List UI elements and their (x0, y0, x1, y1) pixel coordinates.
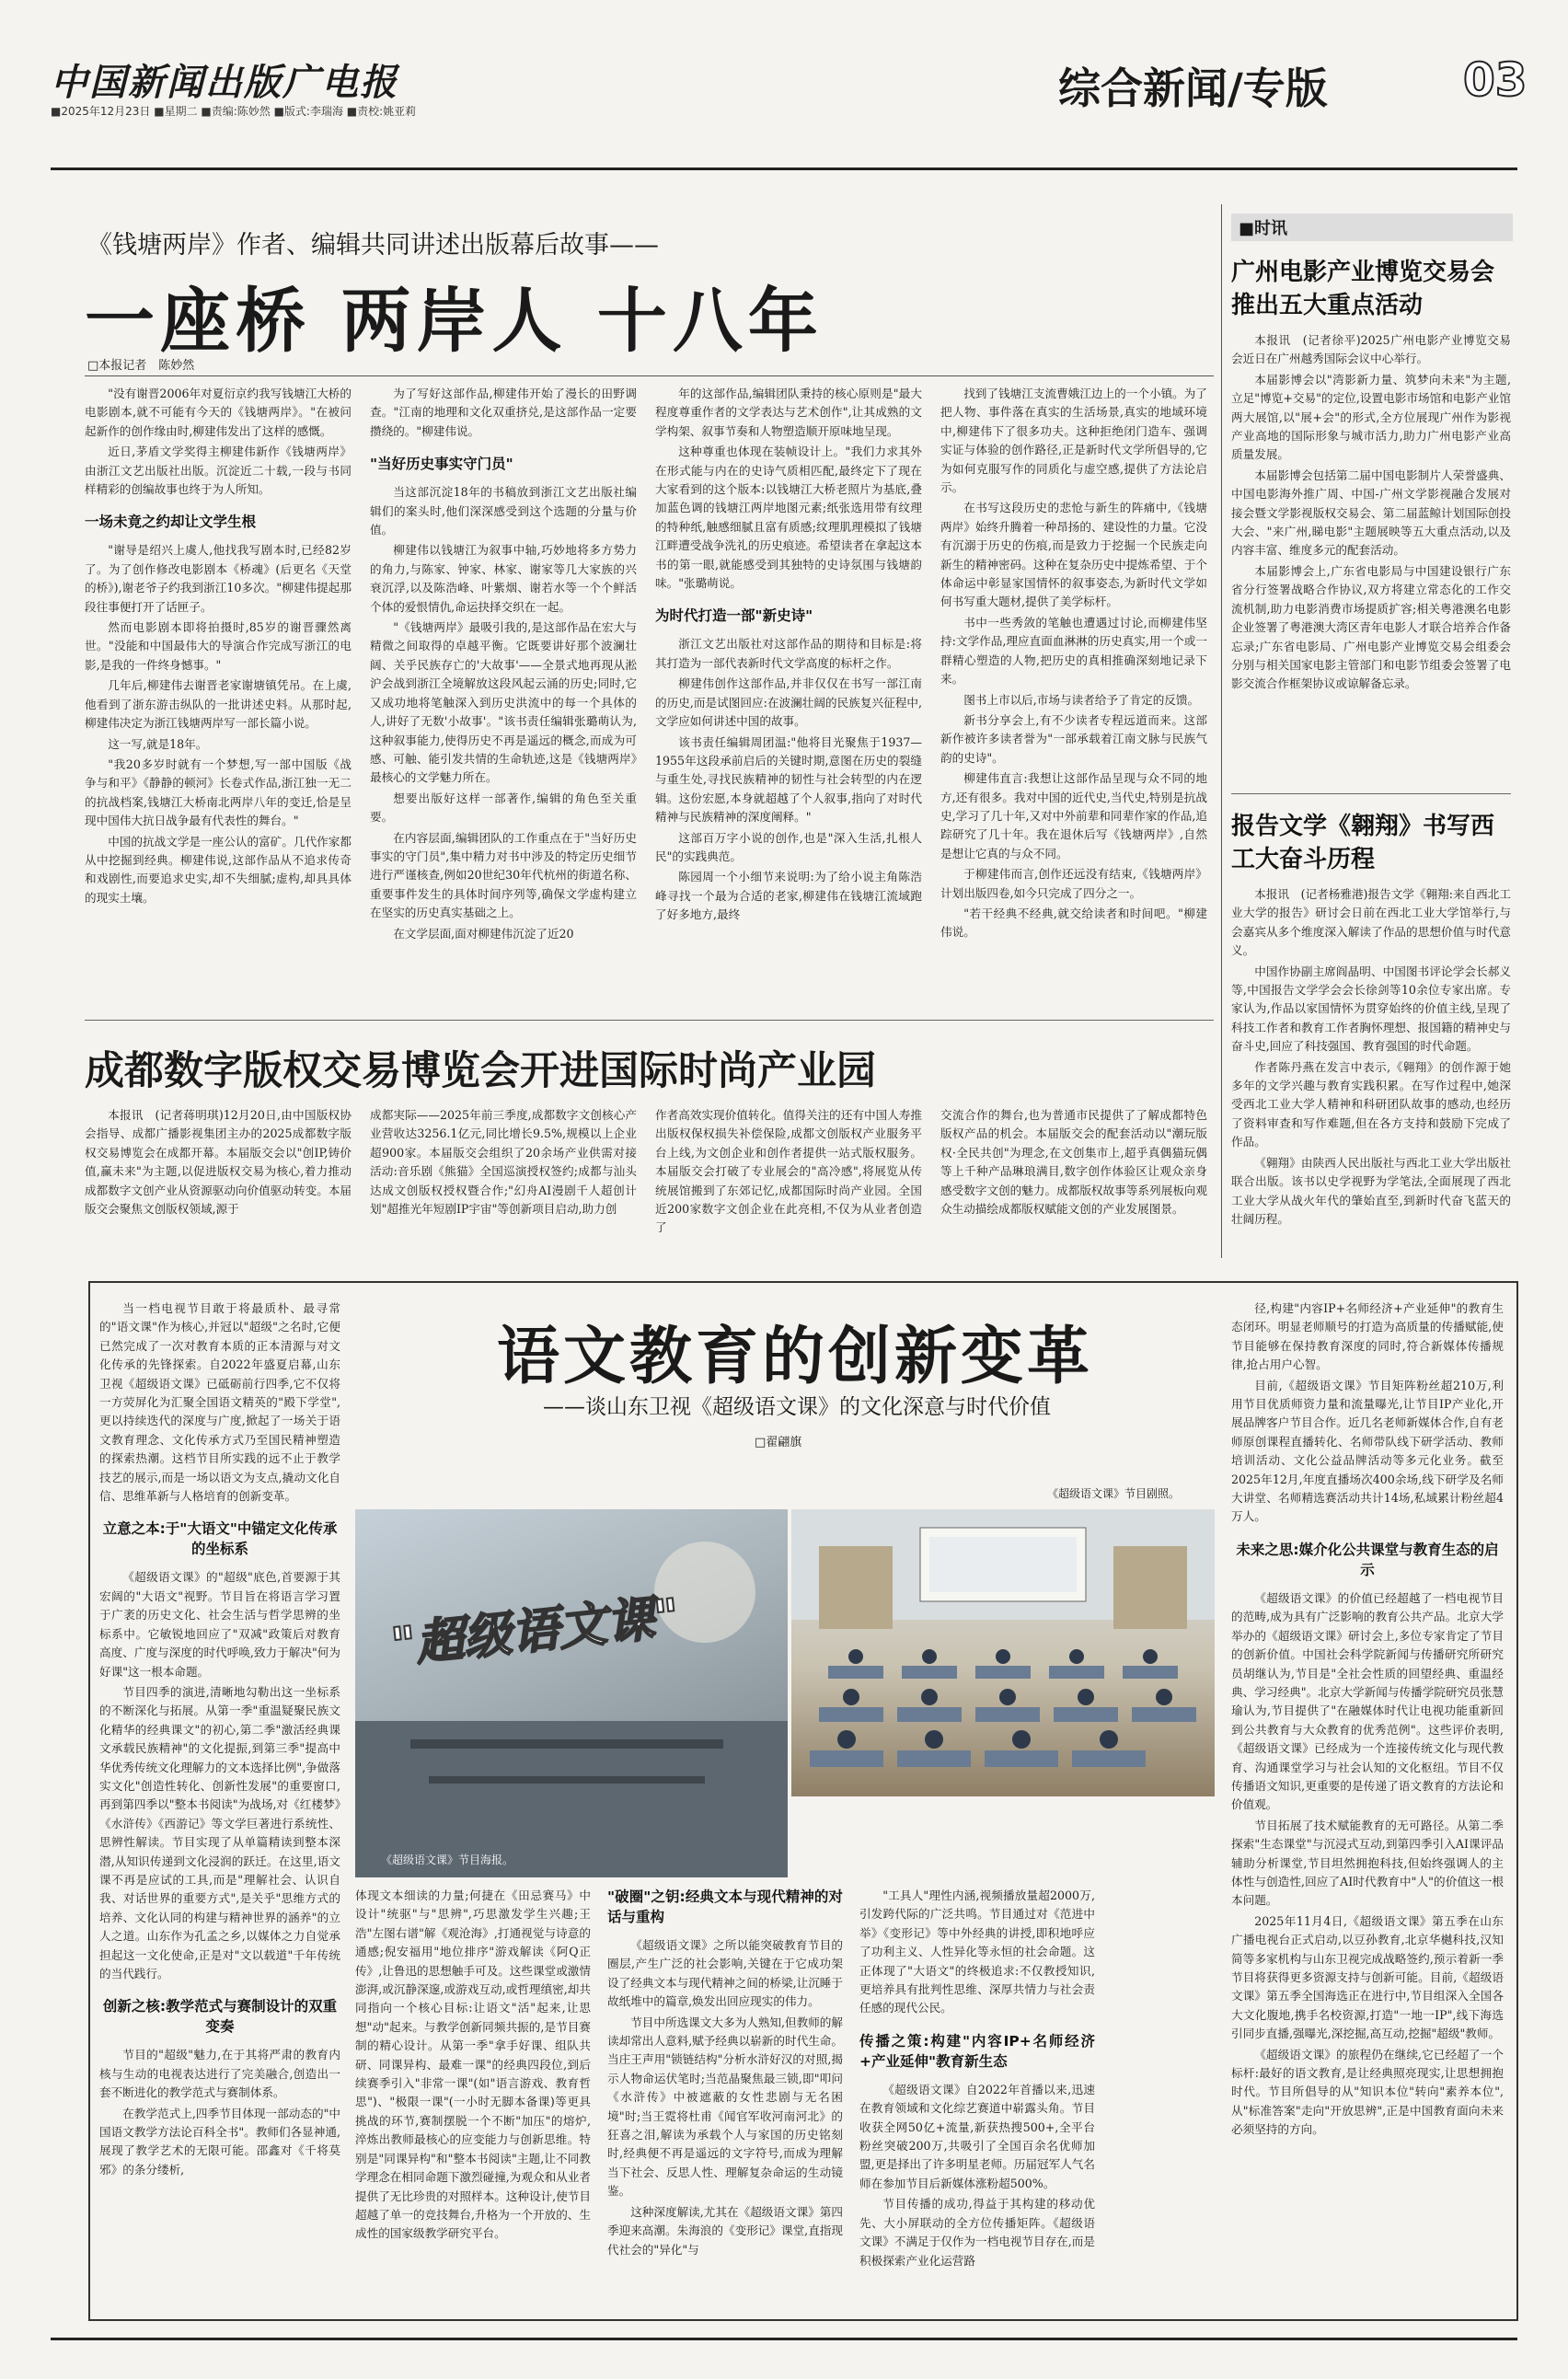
paragraph: 作者陈丹燕在发言中表示,《翱翔》的创作源于她多年的文学兴趣与教育实践积累。在写作过程中,她深受西北工业大学人精神和科研团队故事的感动,也经历了资料审查和写作难题,但在各方支持和鼓励下完成了作品。 (1231, 1059, 1511, 1149)
program-poster (355, 1509, 788, 1877)
paper-name: 中国新闻出版广电报 (51, 61, 398, 104)
paragraph: 中国的抗战文学是一座公认的富矿。几代作家都从中挖掘到经典。柳建伟说,这部作品从不追求传奇和戏剧性,而要追求史实,却不失细腻;虚构,却具具体的现实土壤。 (85, 834, 352, 905)
article1-column-2 (370, 385, 637, 1012)
footer-rule (51, 2338, 1517, 2340)
sidebar-item-1-body (1231, 331, 1511, 787)
article2-headline: 成都数字版权交易博览会开进国际时尚产业园 (85, 1048, 876, 1094)
paragraph: 在内容层面,编辑团队的工作重点在于"当好历史事实的守门员",集中精力对书中涉及的特定历史细节进行严谨核查,例如20世纪30年代杭州的街道名称、重要事件发生的具体时间序列等,确保文学虚构建立在坚实的历史真实基础之上。 (370, 830, 637, 920)
article2-column-4: 交流合作的舞台,也为普通市民提供了了解成都特色版权产品的机会。本届版交会的配套活动以"潮玩版权·全民共创"为理念,在文创集市上,超乎真偶猫玩偶等上千种产品琳琅满目,数字创作体验区让观众亲身感受数字文创的魅力。成都版权故事等系列展板向观众生动描绘成都版权赋能文创的产业发展图景。 (940, 1108, 1207, 1217)
paragraph: 节目的"超级"魅力,在于其将严肃的教育内核与生动的电视表达进行了完美融合,创造出一套不断进化的教学范式与赛制体系。 (99, 2048, 340, 2100)
article2-column-3: 作者高效实现价值转化。值得关注的还有中国人寿推出版权保权损失补偿保险,成都文创版权产业服务平台上线,为文创企业和创作者提供一站式版权服务。本届版交会打破了专业展会的"高冷感",将展览从传统展馆搬到了东郊记忆,成都国际时尚产业园。全国近200家数字文创企业在此亮相,不仅为从业者创造了 (655, 1108, 922, 1235)
paragraph: 中国作协副主席阎晶明、中国图书评论学会长郝义等,中国报告文学学会会长徐剑等10余位专家出席。专家认为,作品以家国情怀为贯穿始终的价值主线,呈现了科技工作者和教育工作者胸怀理想、报国籍的精神史与奋斗史,回应了科技强国、教育强国的时代命题。 (1231, 964, 1511, 1054)
masthead-rule (51, 167, 1517, 170)
sidebar-item-1-title: 广州电影产业博览交易会推出五大重点活动 (1231, 259, 1495, 319)
paragraph: 径,构建"内容IP+名师经济+产业延伸"的教育生态闭环。明显老师顺号的打造为高质量的传播赋能,使节目能够在保持教育深度的同时,符合新媒体传播规律,抢占用户心智。 (1231, 1301, 1504, 1372)
paragraph: 于柳建伟而言,创作还远没有结束,《钱塘两岸》计划出版四卷,如今只完成了四分之一。 (940, 867, 1207, 900)
paragraph: 在文学层面,面对柳建伟沉淀了近20 (393, 926, 574, 941)
paragraph: 《超级语文课》的"超级"底色,首要源于其宏阔的"大语文"视野。节目旨在将语言学习置于广袤的历史文化、社会生活与哲学思辨的坐标系中。它敏锐地回应了"双减"政策后对教育高度、广度与深度的时代呼唤,致力于解决"何为好课"这一根本命题。 (99, 1570, 340, 1679)
section-title: 综合新闻/专版 (1058, 64, 1328, 113)
article2-top-rule (85, 1020, 1214, 1021)
paragraph: 目前,《超级语文课》节目矩阵粉丝超210万,利用节目优质师资力量和流量曝光,让节目IP产业化,开展品牌客户节目合作。近几名老师新媒体合作,自有老师原创课程直播转化、名师带队线下研学活动、教师培训活动、文化公益品牌活动等多元化业务。截至2025年12月,年度直播场次400余场,线下研学及名师大讲堂、名师精选赛活动共计14场,私域累计粉丝超4万人。 (1231, 1378, 1504, 1524)
page-number: 03 (1463, 53, 1528, 107)
sidebar-divider (1221, 204, 1222, 1258)
paragraph: 这种尊重也体现在装帧设计上。"我们力求其外在形式能与内在的史诗气质相匹配,最终定下了现在大家看到的这个版本:以钱塘江大桥老照片为基底,叠加蓝色调的钱塘江两岸地图元素;纸张选用带有纹理的特种纸,触感细腻且富有质感;纹理肌理模拟了钱塘江畔遭受战争洗礼的历史痕迹。希望读者在拿起这本书的第一眼,就能感受到其独特的史诗氛围与钱塘韵味。"张璐萌说。 (655, 445, 922, 591)
paragraph: 柳建伟直言:我想让这部作品呈现与众不同的地方,还有很多。我对中国的近代史,当代史,特别是抗战史,学习了几十年,又对中外前辈和同辈作家的作品,追踪研究了几十年。我在退休后写《钱塘两岸》,自然是想让它真的与众不同。 (940, 771, 1207, 860)
subhead: 传播之策:构建"内容IP+名师经济+产业延伸"教育新生态 (859, 2032, 1095, 2070)
paragraph: 《超级语文课》的价值已经超越了一档电视节目的范畴,成为具有广泛影响的教育公共产品。北京大学举办的《超级语文课》研讨会上,多位专家肯定了节目的创新价值。中国社会科学院新闻与传播研究所研究员胡继认为,节目是"全社会性质的回望经典、重温经典、学习经典"。北京大学新闻与传播学院研究员张慧瑜认为,节目提供了"在融媒体时代让电视功能重新回到公共教育与大众教育的优秀范例"。这些评价表明,《超级语文课》已经成为一个连接传统文化与现代教育、沟通课堂学习与社会认知的文化枢纽。节目不仅传播语文知识,更重要的是传递了语文教育的方法论和价值观。 (1231, 1590, 1504, 1812)
article1-column-3 (655, 385, 922, 1012)
paragraph: 本报讯 (记者徐平)2025广州电影产业博览交易会近日在广州越秀国际会议中心举行。 (1231, 333, 1511, 366)
subhead: 为时代打造一部"新史诗" (655, 607, 813, 625)
subhead: 立意之本:于"大语文"中锚定文化传承的坐标系 (102, 1520, 338, 1558)
subhead: "当好历史事实守门员" (370, 456, 513, 473)
sidebar-label: ■时讯 (1231, 214, 1513, 241)
subhead: 一场未竟之约却让文学生根 (85, 514, 257, 531)
paragraph: 找到了钱塘江支流曹娥江边上的一个小镇。为了把人物、事件落在真实的生活场景,真实的地域环境中,柳建伟下了很多功夫。这种拒绝闭门造车、强调实证与体验的创作路径,正是新时代文学所倡导的,它为如何克服写作的同质化与虚空感,提供了方法论启示。 (940, 387, 1207, 495)
paragraph: "《钱塘两岸》最吸引我的,是这部作品在宏大与精微之间取得的卓越平衡。它既要讲好那个波澜壮阔、关乎民族存亡的'大故事'——全景式地再现从淞沪会战到浙江全境解放这段风起云涌的历史;同时,它又成功地将笔触深入到历史洪流中的每一个具体的人,讲好了无数'小故事'。"该书责任编辑张璐萌认为,这种叙事能力,使得历史不再是遥远的概念,而成为可感、可触、能引发共情的生命轨迹,这是《钱塘两岸》最核心的文学魅力所在。 (370, 620, 637, 785)
masthead (51, 48, 1528, 135)
paragraph: 节目四季的演进,清晰地勾勒出这一坐标系的不断深化与拓展。从第一季"重温疑聚民族文化精华的经典课文"的初心,第二季"激活经典课文承载民族精神"的文化提振,到第三季"提高中华优秀传统文化理解力的文本选择比例",争做落实文化"创造性转化、创新性发展"的重要窗口,再到第四季以"整本书阅读"为战场,对《红楼梦》《水浒传》《西游记》等文学巨著进行系统性、思辨性解读。节目实现了从单篇精读到整本深潜,从知识传递到文化浸润的跃迁。在这里,语文课不再是应试的工具,而是"理解社会、认识自我、对话世界的重要方式",是关乎"思维方式的培养、文化认同的构建与精神世界的涵养"的立人之道。山东作为孔孟之乡,以媒体之力自觉承担起这一文化使命,正是对"文以载道"千年传统的当代践行。 (99, 1684, 340, 1981)
program-still-caption: 《超级语文课》节目剧照。 (1047, 1487, 1181, 1500)
paragraph: 当一档电视节目敢于将最质朴、最寻常的"语文课"作为核心,并冠以"超级"之名时,它便已然完成了一次对教育本质的正本清源与对文化传承的先锋探索。自2022年盛夏启幕,山东卫视《超级语文课》已砥砺前行四季,它不仅将一方荧屏化为汇聚全国语文精英的"殿下学堂",更以持续迭代的深度与广度,掀起了一场关于语文教育理念、文化传承方式乃至国民精神塑造的探索热潮。这档节目所实践的远不止于教学技艺的展示,而是一场以语文为支点,撬动文化自信、思维革新与人格培育的创新变革。 (99, 1301, 340, 1504)
paragraph: 《翱翔》由陕西人民出版社与西北工业大学出版社联合出版。该书以史学视野为学笔法,全面展现了西北工业大学从战火年代的肇始直至,到新时代奋飞蓝天的壮阔历程。 (1231, 1155, 1511, 1226)
paragraph: 柳建伟以钱塘江为叙事中轴,巧妙地将多方势力的角力,与陈家、钟家、林家、谢家等几大家族的兴衰沉浮,以及陈浩峰、叶紫烟、谢若水等一个个鲜活个体的爱恨情仇,命运抉择交织在一起。 (370, 543, 637, 614)
paragraph: "没有谢晋2006年对夏衍京约我写钱塘江大桥的电影剧本,就不可能有今天的《钱塘两岸》。"在被问起新作的创作缘由时,柳建伟发出了这样的感慨。 (85, 387, 352, 438)
paragraph: 柳建伟创作这部作品,并非仅仅在书写一部江南的历史,而是试图回应:在波澜壮阔的民族复兴征程中,文学应如何讲述中国的故事。 (655, 676, 922, 729)
paragraph: 近日,茅盾文学奖得主柳建伟新作《钱塘两岸》由浙江文艺出版社出版。沉淀近二十载,一段与书同样精彩的创编故事也终于为人所知。 (85, 445, 352, 497)
article-byline: □本报记者 陈妙然 (87, 359, 195, 373)
poster-caption: 《超级语文课》节目海报。 (381, 1854, 514, 1866)
article1-column-4 (940, 385, 1207, 1012)
paragraph: 在教学范式上,四季节目体现一部动态的"中国语文教学方法论百科全书"。教师们各显神通,展现了教学艺术的无限可能。邵鑫对《千将莫邪》的条分缕析, (99, 2106, 340, 2177)
feature-column-d (859, 1887, 1095, 2312)
byline-rule (85, 375, 1214, 376)
paragraph: 浙江文艺出版社对这部作品的期待和目标是:将其打造为一部代表新时代文学高度的标杆之作。 (655, 637, 922, 670)
paragraph: 这一写,就是18年。 (108, 736, 208, 751)
paragraph: 新书分享会上,有不少读者专程远道而来。这部新作被许多读者誉为"一部承载着江南文脉与民族气韵的史诗"。 (940, 712, 1207, 765)
sidebar-rule (1231, 793, 1511, 794)
feature-headline: 语文教育的创新变革 (497, 1320, 1094, 1393)
paragraph: 年的这部作品,编辑团队秉持的核心原则是"最大程度尊重作者的文学表达与艺术创作",让其成熟的文学构架、叙事节奏和人物塑造顺开原味地呈现。 (655, 387, 922, 438)
paragraph: 书中一些秀敛的笔触也遭遇过讨论,而柳建伟坚持:文学作品,理应直面血淋淋的历史真实,用一个或一群精心塑造的人物,把历史的真相推确深刻地记录下来。 (940, 615, 1207, 687)
article-headline: 一座桥 两岸人 十八年 (85, 280, 824, 362)
subhead: 创新之核:教学范式与赛制设计的双重变奏 (102, 1998, 338, 2036)
paragraph: 本届影博会上,广东省电影局与中国建设银行广东省分行签署战略合作协议,双方将建立常态化的工作交流机制,助力电影消费市场提质扩容;相关粤港澳名电影企业签署了粤港澳大湾区青年电影人才联合培养合作备忘录;广东省电影局、广州电影产业博览交易会组委会分别与相关国家电影主管部门和电影节组委会签署了电影交流合作框架协议或谅解备忘录。 (1231, 563, 1511, 691)
date-line: ■2025年12月23日 ■星期二 ■责编:陈妙然 ■版式:李瑞海 ■责校:姚亚莉 (51, 105, 417, 118)
paragraph: 当这部沉淀18年的书稿放到浙江文艺出版社编辑们的案头时,他们深深感受到这个选题的分量与价值。 (370, 485, 637, 537)
paragraph: 《超级语文课》自2022年首播以来,迅速在教育领域和文化综艺赛道中崭露头角。节目收获全网50亿+流量,新获热搜500+,全平台粉丝突破200万,共吸引了全国百余名优师加盟,更是择出了许多明星老师。历届冠军人气名师在参加节目后新媒体涨粉超500%。 (859, 2082, 1095, 2190)
paragraph: 节目拓展了技术赋能教育的无可路径。从第二季探索"生态课堂"与沉浸式互动,到第四季引入AI课评品辅助分析课堂,节目坦然拥抱科技,但始终强调人的主体性与创造性,回应了AI时代教育中"人"的价值这一根本问题。 (1231, 1818, 1504, 1908)
article2-column-1: 本报讯 (记者蒋明琪)12月20日,由中国版权协会指导、成都广播影视集团主办的2025成都数字版权交易博览会在成都开幕。本届版交会以"创IP,铸价值,赢未来"为主题,以促进版权交易为核心,着力推动成都数字文创产业从资源驱动向价值驱动转变。本届版交会聚焦文创版权领域,源于 (85, 1108, 352, 1217)
feature-subtitle: ——谈山东卫视《超级语文课》的文化深意与时代价值 (543, 1395, 1051, 1419)
paragraph: 几年后,柳建伟去谢晋老家谢塘镇凭吊。在上虞,他看到了浙东游击纵队的一批讲述史料。从那时起,柳建伟决定为浙江钱塘两岸写一部长篇小说。 (85, 678, 352, 731)
sidebar-item-2-body (1231, 885, 1511, 1258)
paragraph: 本报讯 (记者杨雅港)报告文学《翱翔:来自西北工业大学的报告》研讨会日前在西北工业大学馆举行,与会嘉宾从多个维度深入解读了作品的思想价值与时代意义。 (1231, 887, 1511, 958)
feature-column-c (607, 1887, 843, 2312)
paragraph: 该书责任编辑周团温:"他将目光聚焦于1937—1955年这段承前启后的关键时期,意图在历史的裂缝与重生处,寻找民族精神的韧性与社会转型的内在逻辑。这份宏愿,本身就超越了个人叙事,指向了对时代精神与民族精神的深度阐释。" (655, 734, 922, 825)
paragraph: 本届影博会以"湾影新力量、筑梦向未来"为主题,立足"博览+交易"的定位,设置电影市场馆和电影产业馆两大展馆,以"展+会"的形式,全方位展现广州作为影视产业高地的国际形象与城市活力,助力广州电影产业高质量发展。 (1231, 372, 1511, 462)
feature-column-e (1231, 1299, 1504, 2312)
feature-byline: □翟翩旗 (755, 1436, 802, 1449)
subhead: 未来之思:媒介化公共课堂与教育生态的启示 (1236, 1541, 1499, 1578)
paragraph: 然而电影剧本即将拍摄时,85岁的谢晋骤然离世。"没能和中国最伟大的导演合作完成写浙江的电影,是我的一件终身憾事。" (85, 620, 352, 672)
poster-illustration (355, 1509, 788, 1877)
subhead: "破圈"之钥:经典文本与现代精神的对话与重构 (607, 1888, 843, 1925)
feature-column-b: 体现文本细读的力量;何捷在《田忌赛马》中设计"统驱"与"思辨",巧思激发学生兴趣;王浩"左图右谱"解《观沧海》,打通视觉与诗意的通感;倪安福用"地位排序"游戏解读《阿Q正传》,让鲁迅的思想触手可及。这些课堂或激情澎湃,或沉静深邃,或游戏互动,或哲理缜密,却共同指向一个核心目标:让语文"活"起来,让思想"动"起来。与教学创新同频共振的,是节目赛制的精心设计。从第一季"拿手好课、组队共研、同课异构、最难一课"的经典四段位,到后续赛季引入"非常一课"(如"语言游戏、教育哲思")、"极限一课"(一小时无脚本备课)等更具挑战的环节,赛制摆脱一个不断"加压"的熔炉,淬炼出教师最核心的应变能力与创新思维。特别是"同课异构"和"整本书阅读"主题,让不同教学理念在相同命题下激烈碰撞,为观众和从业者提供了无比珍贵的对照样本。这种设计,使节目超越了单一的竞技舞台,升格为一个开放的、生成性的国家级教学研究平台。 (355, 1888, 591, 2241)
paragraph: 这部百万字小说的创作,也是"深入生活,扎根人民"的实践典范。 (655, 830, 922, 863)
paragraph: "若干经典不经典,就交给读者和时间吧。"柳建伟说。 (940, 906, 1207, 940)
paragraph: 节目传播的成功,得益于其构建的移动优先、大小屏联动的全方位传播矩阵。《超级语文课》不满足于仅作为一档电视节目存在,而是积极探索产业化运营路 (859, 2197, 1095, 2268)
paragraph: 为了写好这部作品,柳建伟开始了漫长的田野调查。"江南的地理和文化双重挤兑,是这部作品一定要攒绕的。"柳建伟说。 (370, 387, 637, 438)
paragraph: "我20多岁时就有一个梦想,写一部中国版《战争与和平》《静静的顿河》长卷式作品,浙江独一无二的抗战档案,钱塘江大桥南北两岸八年的变迁,恰是呈现中国伟大抗日战争最有代表性的舞台。" (85, 756, 352, 828)
paragraph: 本届影博会包括第二届中国电影制片人荣誉盛典、中国电影海外推广周、中国-广州文学影视融合发展对接会暨文学影视版权交易会、第二届蓝鲸计划国际创投大会、"来广州,睇电影"主题展映等五大重点活动,以及内容丰富、维度多元的配套活动。 (1231, 468, 1511, 558)
paragraph: 节目中所选课文大多为人熟知,但教师的解读却常出人意料,赋予经典以崭新的时代生命。当庄王声用"锁链结构"分析水浒好汉的对照,揭示人物命运伏笔时;当范晶聚焦最三锁,即"叩问《水浒传》中被遮蔽的女性悲剧与无名困境"时;当王霓将杜甫《闻官军收河南河北》的狂喜之泪,解读为承载个人与家国的历史铭刻时,经典便不再是遥远的文字符号,而成为理解当下社会、反思人性、理解复杂命运的生动镜鉴。 (607, 2015, 843, 2199)
article2-column-2: 成都実际——2025年前三季度,成都数字文创核心产业营收达3256.1亿元,同比增长9.5%,规模以上企业超900家。本届版交会组织了20余场产业供需对接活动:音乐剧《熊猫》全国巡演授权签约;成都与汕头达成文创版权授权暨合作;"幻舟AI漫剧千人超创计划"超推光年短剧IP宇宙"等创新项目启动,助力创 (370, 1108, 637, 1217)
program-still-photo (791, 1509, 1215, 1796)
sidebar-item-2-title: 报告文学《翱翔》书写西工大奋斗历程 (1231, 813, 1495, 873)
paragraph: 图书上市以后,市场与读者给予了肯定的反馈。 (963, 692, 1200, 707)
article-kicker: 《钱塘两岸》作者、编辑共同讲述出版幕后故事—— (87, 231, 659, 260)
paragraph: 《超级语文课》之所以能突破教育节目的圈层,产生广泛的社会影响,关键在于它成功架设了经典文本与现代精神之间的桥梁,让沉睡于故纸堆中的篇章,焕发出回应现实的伟力。 (607, 1938, 843, 2009)
paragraph: 这种深度解读,尤其在《超级语文课》第四季迎来高潮。朱海浪的《变形记》课堂,直指现代社会的"异化"与 (607, 2204, 843, 2257)
feature-column-a (99, 1299, 340, 2312)
article1-column-1 (85, 385, 352, 1012)
paragraph: 2025年11月4日,《超级语文课》第五季在山东广播电视台正式启动,以豆孙教育,北京华樾科技,汉知简等多家机构与山东卫视完成战略签约,预示着新一季节目将获得更多资源支持与创新可能。目前,《超级语文课》第五季全国海选正在进行中,节目组深入全国各大文化腹地,携手名校资源,打造"一地一IP",线下海选引同步直播,强曝光,深挖掘,高互动,挖掘"超级"教师。 (1231, 1913, 1504, 2041)
paragraph: 想要出版好这样一部著作,编辑的角色至关重要。 (370, 791, 637, 825)
paragraph: 在书写这段历史的悲怆与新生的阵痛中,《钱塘两岸》始终升腾着一种昂扬的、建设性的力量。它没有沉溺于历史的伤痕,而是致力于挖掘一个民族走向新生的精神密码。这种在复杂历史中提炼希望、于个体命运中彰显家国情怀的叙事姿态,为新时代文学如何书写重大题材,提供了美学标杆。 (940, 501, 1207, 609)
paragraph: "谢导是绍兴上虞人,他找我写剧本时,已经82岁了。为了创作修改电影剧本《桥魂》(后更名《天堂的桥》),谢老爷子约我到浙江10多次。"柳建伟提起那段往事便打开了话匣子。 (85, 543, 352, 614)
poster-title: "超级语文课" (388, 1588, 683, 1675)
classroom-illustration (791, 1509, 1215, 1796)
paragraph: 《超级语文课》的旅程仍在继续,它已经超了一个标杆:最好的语文教育,是让经典照亮现实,让思想拥抱时代。节目所倡导的从"知识本位"转向"素养本位",从"标准答案"走向"开放思辨",正是中国教育面向未来必须坚持的方向。 (1231, 2047, 1504, 2137)
paragraph: "工具人"理性内涵,视频播放量超2000万,引发跨代际的广泛共鸣。节目通过对《范进中举》《变形记》等中外经典的讲授,即积地呼应了功利主义、人性异化等永恒的社会命题。这正体现了"大语文"的终极追求:不仅教授知识,更培养具有批判性思维、深厚共情力与社会责任感的现代公民。 (859, 1888, 1095, 2015)
paragraph: 陈园周一个小细节来说明:为了给小说主角陈浩峰寻找一个最为合适的老家,柳建伟在钱塘江流域跑了好多地方,最终 (655, 870, 922, 922)
